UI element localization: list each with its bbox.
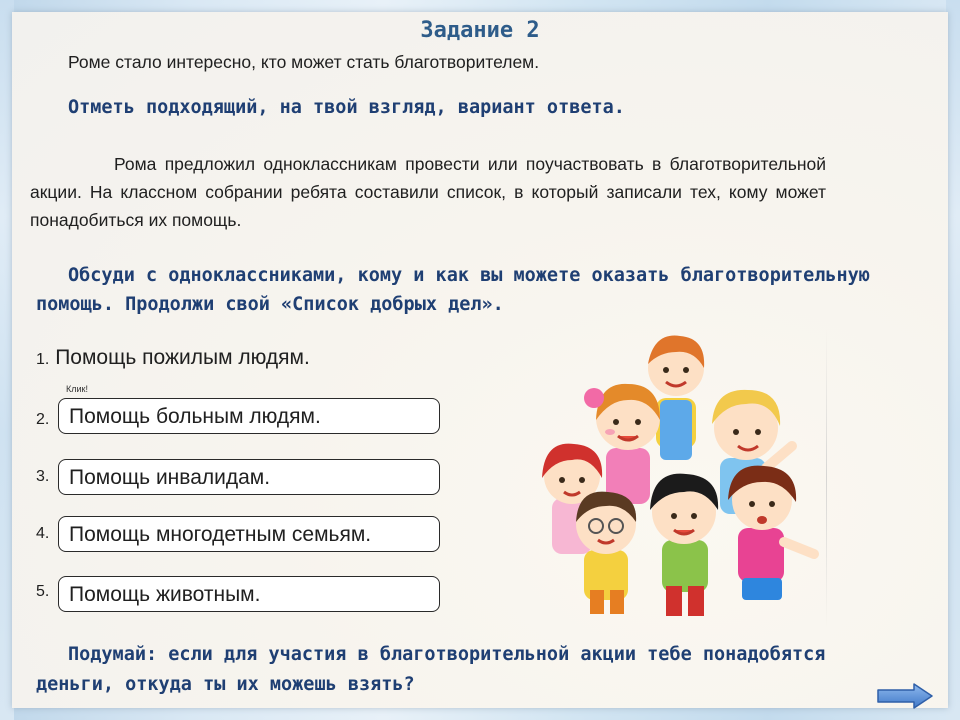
list-item-2-number: 2.: [36, 411, 50, 428]
answer-box-3[interactable]: [58, 459, 440, 495]
story-paragraph: Рома предложил одноклассникам провести или поучаствовать в благотворительной акции. На классном собрании ребята составили список, в который записали тех, кому может понадобиться их помощь.: [30, 154, 826, 230]
child-back-boy: [648, 336, 704, 460]
think-question: Подумай: если для участия в благотворительной акции тебе понадобятся деньги, откуда ты их можешь взять?: [36, 644, 826, 695]
answer-box-4[interactable]: [58, 516, 440, 552]
child-right-girl: [728, 466, 814, 600]
answer-box-2[interactable]: [58, 398, 440, 434]
list-item-1: [36, 346, 310, 370]
discuss-task: Обсуди с одноклассниками, кому и как вы можете оказать благотворительную помощь. Продолжи свой «Список добрых дел».: [36, 265, 870, 315]
list-item-3-number: 3.: [36, 468, 50, 485]
list-item-4-number: 4.: [36, 525, 50, 542]
answer-text-4: Помощь многодетным семьям.: [69, 523, 372, 546]
answer-box-5[interactable]: [58, 576, 440, 612]
frame-right: [946, 0, 960, 720]
children-group-illustration: [514, 328, 834, 618]
answer-text-3: Помощь инвалидам.: [69, 466, 271, 489]
child-black-hair-boy: [650, 474, 718, 616]
arrow-right-icon[interactable]: [876, 682, 934, 710]
instruction-text: Отметь подходящий, на твой взгляд, вариант ответа.: [68, 97, 625, 118]
frame-bottom: [0, 706, 960, 720]
answer-text-2: Помощь больным людям.: [69, 405, 321, 428]
task-title: Задание 2: [420, 18, 540, 43]
click-hint: Клик!: [66, 384, 88, 394]
list-item-5-number: 5.: [36, 583, 50, 600]
intro-text: Роме стало интересно, кто может стать благотворителем.: [68, 52, 540, 72]
list-item-1-text: Помощь пожилым людям.: [55, 346, 310, 369]
list-item-1-number: 1.: [36, 351, 50, 368]
answer-text-5: Помощь животным.: [69, 583, 261, 606]
